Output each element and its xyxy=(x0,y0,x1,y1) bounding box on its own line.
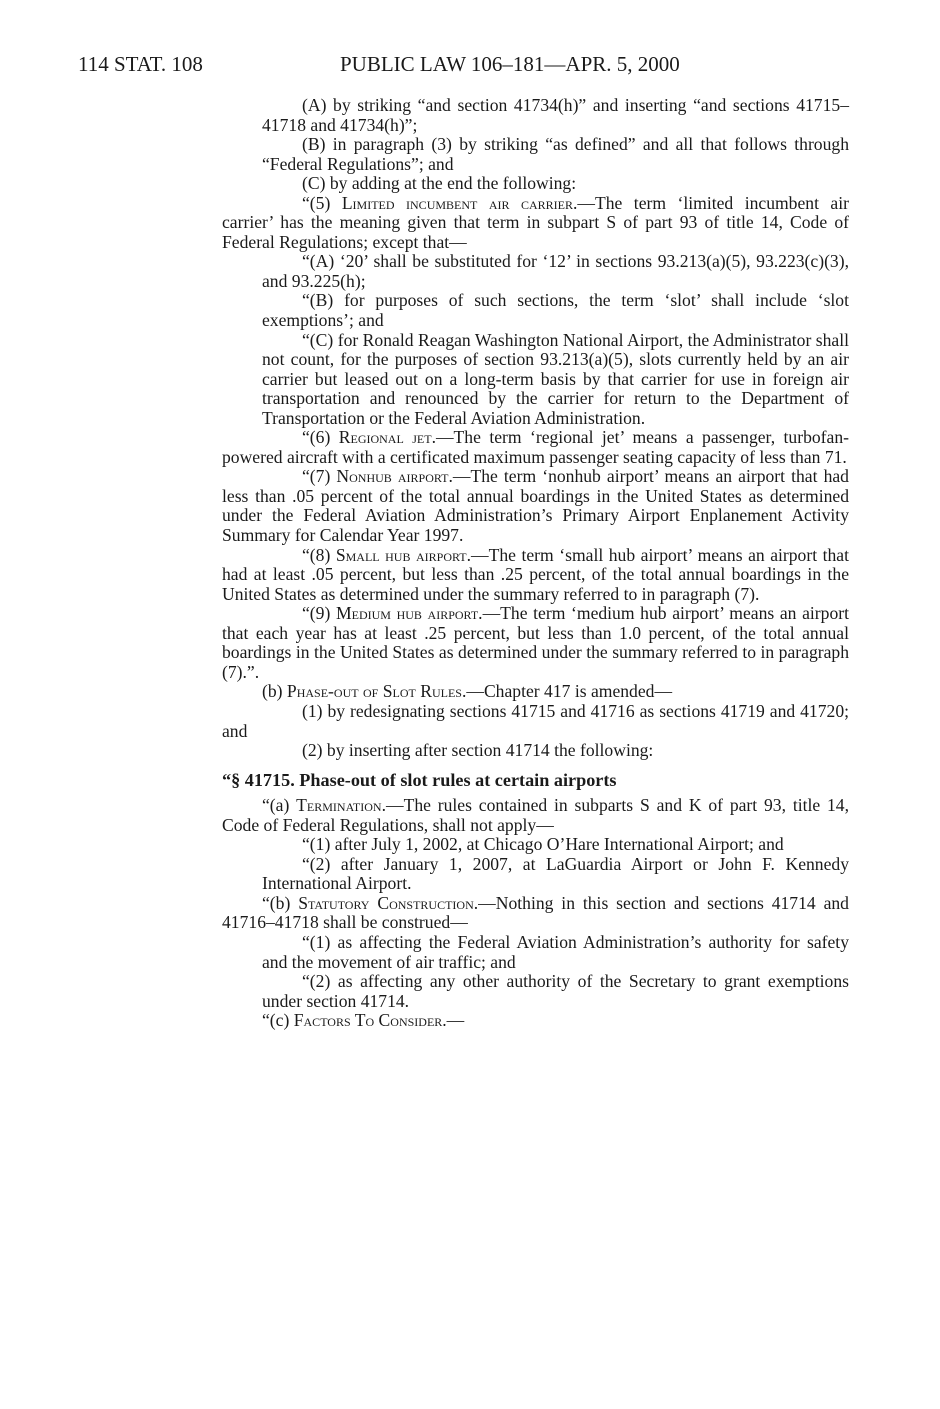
paragraph-text: “(B) for purposes of such sections, the term ‘slot’ shall include ‘slot exemptions’; and xyxy=(262,290,849,331)
paragraph xyxy=(222,331,849,429)
paragraph xyxy=(222,933,849,972)
paragraph xyxy=(222,741,849,761)
paragraph-text: “(1) as affecting the Federal Aviation Administration’s authority for safety and the movement of air traffic; and xyxy=(262,931,849,972)
paragraph xyxy=(222,1011,849,1031)
paragraph-heading: Limited incumbent air carrier xyxy=(341,192,573,213)
paragraph xyxy=(222,972,849,1011)
paragraph-text: (1) by redesignating sections 41715 and 41716 as sections 41719 and 41720; and xyxy=(222,700,849,741)
page-header xyxy=(78,50,738,78)
paragraph-lead: “(c) xyxy=(262,1010,294,1031)
paragraph-lead: “(6) xyxy=(302,427,339,448)
section-paragraphs xyxy=(222,796,849,1031)
paragraph-text: (2) by inserting after section 41714 the following: xyxy=(302,740,654,761)
paragraph-heading: Nonhub airport xyxy=(336,466,449,487)
paragraph-lead: “(b) xyxy=(262,892,299,913)
amendment-paragraphs xyxy=(222,96,849,761)
paragraph xyxy=(222,96,849,135)
paragraph xyxy=(222,835,849,855)
paragraph xyxy=(222,252,849,291)
paragraph-heading: Factors To Consider xyxy=(293,1010,443,1031)
paragraph-text: (C) by adding at the end the following: xyxy=(302,173,577,194)
paragraph xyxy=(222,291,849,330)
paragraph xyxy=(222,467,849,545)
paragraph-text: .—Nothing in this section and sections 41714 and 41716–41718 shall be construed— xyxy=(222,892,849,933)
paragraph-heading: Termination xyxy=(296,795,382,816)
paragraph-lead: “(9) xyxy=(302,603,336,624)
paragraph-heading: Phase-out of Slot Rules xyxy=(286,681,462,702)
paragraph xyxy=(222,702,849,741)
paragraph-text: .—The rules contained in subparts S and K of part 93, title 14, Code of Federal Regulations, shall not apply— xyxy=(222,795,850,835)
paragraph-heading: Statutory Construction xyxy=(298,892,474,913)
paragraph-heading: Small hub airport xyxy=(335,544,467,565)
paragraph-text: .—The term ‘regional jet’ means a passenger, turbofan-powered aircraft with a certificated maximum passenger seating capacity of less than 71. xyxy=(222,427,849,467)
paragraph-lead: “(5) xyxy=(302,192,342,213)
document-body xyxy=(222,96,849,1031)
paragraph-text: “(1) after July 1, 2002, at Chicago O’Hare International Airport; and xyxy=(302,834,784,855)
paragraph xyxy=(222,894,849,933)
section-heading: “§ 41715. Phase-out of slot rules at certain airports xyxy=(222,769,617,790)
paragraph-lead: “(7) xyxy=(302,466,337,487)
paragraph xyxy=(222,174,849,194)
paragraph-text: “(A) ‘20’ shall be substituted for ‘12’ in sections 93.213(a)(5), 93.223(c)(3), and 93.225(h); xyxy=(262,251,849,291)
paragraph-heading: Medium hub airport xyxy=(335,603,479,624)
paragraph-text: “(C) for Ronald Reagan Washington National Airport, the Administrator shall not count, for the purposes of section 93.213(a)(5), slots currently held by an air carrier but leased out on a long-term basis by that carrier for use in foreign air transportation and renounced by the carrier for return to the Department of Transportation or the Federal Aviation Administration. xyxy=(262,329,849,428)
paragraph xyxy=(222,428,849,467)
paragraph-lead: “(a) xyxy=(262,795,297,816)
paragraph-text: “(2) after January 1, 2007, at LaGuardia Airport or John F. Kennedy International Airport. xyxy=(262,853,849,894)
page-reference: 114 STAT. 108 xyxy=(78,52,203,76)
paragraph xyxy=(222,135,849,174)
paragraph xyxy=(222,604,849,682)
paragraph-text: .—The term ‘medium hub airport’ means an airport that each year has at least .25 percent, but less than 1.0 percent, of the total annual boardings in the United States as determined under the summary referred to in paragraph (7).”. xyxy=(222,603,849,682)
paragraph xyxy=(222,682,849,702)
paragraph-lead: “(8) xyxy=(302,544,336,565)
paragraph-text: .—Chapter 417 is amended— xyxy=(461,681,673,702)
paragraph xyxy=(222,194,849,253)
paragraph-heading: Regional jet xyxy=(338,427,432,448)
paragraph-text: (A) by striking “and section 41734(h)” and inserting “and sections 41715–41718 and 41734(h)”; xyxy=(262,95,849,135)
paragraph-text: .—The term ‘limited incumbent air carrier’ has the meaning given that term in subpart S of part 93 of title 14, Code of Federal Regulations; except that— xyxy=(222,192,849,252)
paragraph xyxy=(222,546,849,605)
paragraph-text: .— xyxy=(442,1010,465,1031)
law-title: PUBLIC LAW 106–181—APR. 5, 2000 xyxy=(340,52,680,76)
paragraph xyxy=(222,855,849,894)
paragraph-text: .—The term ‘small hub airport’ means an airport that had at least .05 percent, but less than .25 percent, of the total annual boardings in the United States as determined under the summary referred to in paragraph (7). xyxy=(222,544,849,604)
paragraph-text: “(2) as affecting any other authority of the Secretary to grant exemptions under section 41714. xyxy=(262,971,849,1011)
paragraph-text: (B) in paragraph (3) by striking “as defined” and all that follows through “Federal Regulations”; and xyxy=(262,134,849,174)
paragraph-lead: (b) xyxy=(262,681,287,702)
paragraph xyxy=(222,796,849,835)
paragraph-text: .—The term ‘nonhub airport’ means an airport that had less than .05 percent of the total annual boardings in the United States as determined under the Federal Aviation Administration’s Primary Airport Enplanement Activity Summary for Calendar Year 1997. xyxy=(222,466,849,546)
